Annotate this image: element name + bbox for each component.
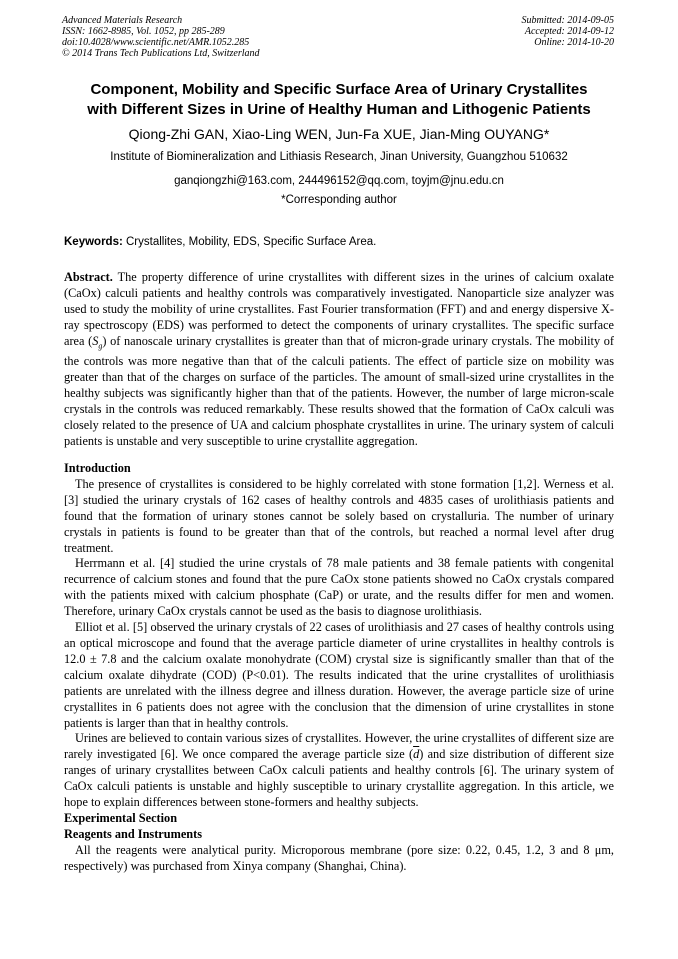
date-online: Online: 2014-10-20 (534, 37, 614, 48)
keywords (64, 236, 376, 248)
paper-title (40, 80, 638, 120)
intro-paragraph-2: Herrmann et al. [4] studied the urine crystals of 78 male patients and 38 female patients with congenital recurrence of calcium stones and found that the pure CaOx stone patients showed no CaOx crystals compared with the patients mixed with calcium phosphate (CaP) or urate, and the results differ for men and women. Therefore, urinary CaOx crystals cannot be used as the basis to diagnose urolithiasis. (64, 556, 614, 619)
experimental-heading: Experimental Section (64, 810, 178, 825)
abstract-text-a: The property difference of urine crystallites with different sizes in the urines of calcium oxalate (CaOx) calculi patients and healthy controls was comparatively investigated. Nanoparticle size analyzer was used to study the mobility of urine crystallites. Fast Fourier transformation (FFT) and and energy dispersive X-ray spectroscopy (EDS) was performed to detect the components of urinary crystallites. The specific surface area ( (64, 270, 614, 348)
main-body (64, 461, 614, 875)
reagents-subheading: Reagents and Instruments (64, 826, 203, 841)
intro-paragraph-3: Elliot et al. [5] observed the urinary crystals of 22 cases of urolithiasis and 27 cases of healthy controls using an optical microscope and found that the average particle diameter of urine crystallites in healthy controls is 12.0 ± 7.8 and the calcium oxalate monohydrate (COM) crystal size is significantly smaller than that of the calcium oxalate dihydrate (COD) (P<0.01). The results indicated that the urine crystallites of urolithiasis patients are unrelated with the illness degree and illness duration. However, the average particle size of urine crystallites in 6 patients does not agree with the conclusion that the dimension of urine crystallites in stone patients is larger than that in healthy controls. (64, 620, 614, 730)
keywords-text: Crystallites, Mobility, EDS, Specific Surface Area. (126, 236, 377, 248)
intro-paragraph-1: The presence of crystallites is considered to be highly correlated with stone formation [1,2]. Werness et al. [3] studied the urinary crystals of 162 cases of healthy controls and 4835 cases of urolithiasis patients and found that the formation of urinary stones cannot be solely based on crystalluria. The number of urinary crystals in patients is found to be greater than that of the controls, but reached a normal level after drug treatment. (64, 476, 614, 555)
abstract-text-b: ) of nanoscale urinary crystallites is greater than that of micron-grade urinary crystals. The mobility of the controls was more negative than that of the calculi patients. The effect of particle size on mobility was greater than that of the charges on surface of the particles. The amount of small-sized urine crystallites in the healthy subjects was significantly higher than that of the patients. However, the number of large micron-scale crystals in the controls was reduced remarkably. These results showed that the formation of CaOx calculi was closely related to the presence of UA and calcium phosphate crystallites in urine. The urinary system of calculi patients is unstable and very susceptible to urine crystallite aggregation. (64, 333, 615, 448)
intro-paragraph-4 (64, 731, 614, 811)
abstract-symbol: S (92, 333, 99, 348)
intro-p4-symbol: $\overline{d}$ (413, 747, 420, 762)
intro-heading: Introduction (64, 461, 131, 475)
journal-info (62, 15, 260, 59)
author-list: Qiong-Zhi GAN, Xiao-Ling WEN, Jun-Fa XUE, Jian-Ming OUYANG* (128, 126, 550, 142)
journal-name: Advanced Materials Research (62, 15, 183, 26)
title-line-1: Component, Mobility and Specific Surface Area of Urinary Crystallites (90, 81, 588, 98)
affiliation: Institute of Biomineralization and Lithiasis Research, Jinan University, Guangzhou 510632 (110, 151, 568, 163)
abstract-symbol-sub: g (98, 341, 103, 351)
abstract (64, 270, 614, 449)
reagents-paragraph: All the reagents were analytical purity. Microporous membrane (pore size: 0.22, 0.45, 1.2, 3 and 8 μm, respectively) was purchased from Xinya company (Shanghai, China). (64, 842, 614, 873)
journal-copyright: © 2014 Trans Tech Publications Ltd, Switzerland (62, 48, 260, 59)
intro-p4-text-a: Urines are believed to contain various sizes of crystallites. However, the urine crystallites of different size are rarely investigated [6]. We once compared the average particle size ( (64, 731, 614, 762)
corresponding-note: *Corresponding author (281, 194, 397, 206)
date-accepted: Accepted: 2014-09-12 (524, 26, 614, 37)
abstract-label: Abstract. (64, 270, 113, 284)
title-line-2: with Different Sizes in Urine of Healthy Human and Lithogenic Patients (87, 101, 591, 118)
publication-dates (522, 15, 615, 48)
journal-issn: ISSN: 1662-8985, Vol. 1052, pp 285-289 (62, 26, 225, 37)
keywords-label: Keywords: (64, 236, 123, 248)
author-emails: ganqiongzhi@163.com, 244496152@qq.com, toyjm@jnu.edu.cn (174, 175, 504, 187)
intro-p4-text-b: ) and size distribution of different size ranges of urinary crystallites between CaOx calculi patients and healthy controls [6]. The urinary system of CaOx calculi patients is unstable and highly susceptible to urinary crystallite aggregation. In this article, we hope to explain differences between stone-formers and healthy subjects. (64, 747, 614, 810)
date-submitted: Submitted: 2014-09-05 (521, 15, 614, 26)
journal-doi: doi:10.4028/www.scientific.net/AMR.1052.285 (62, 37, 250, 48)
